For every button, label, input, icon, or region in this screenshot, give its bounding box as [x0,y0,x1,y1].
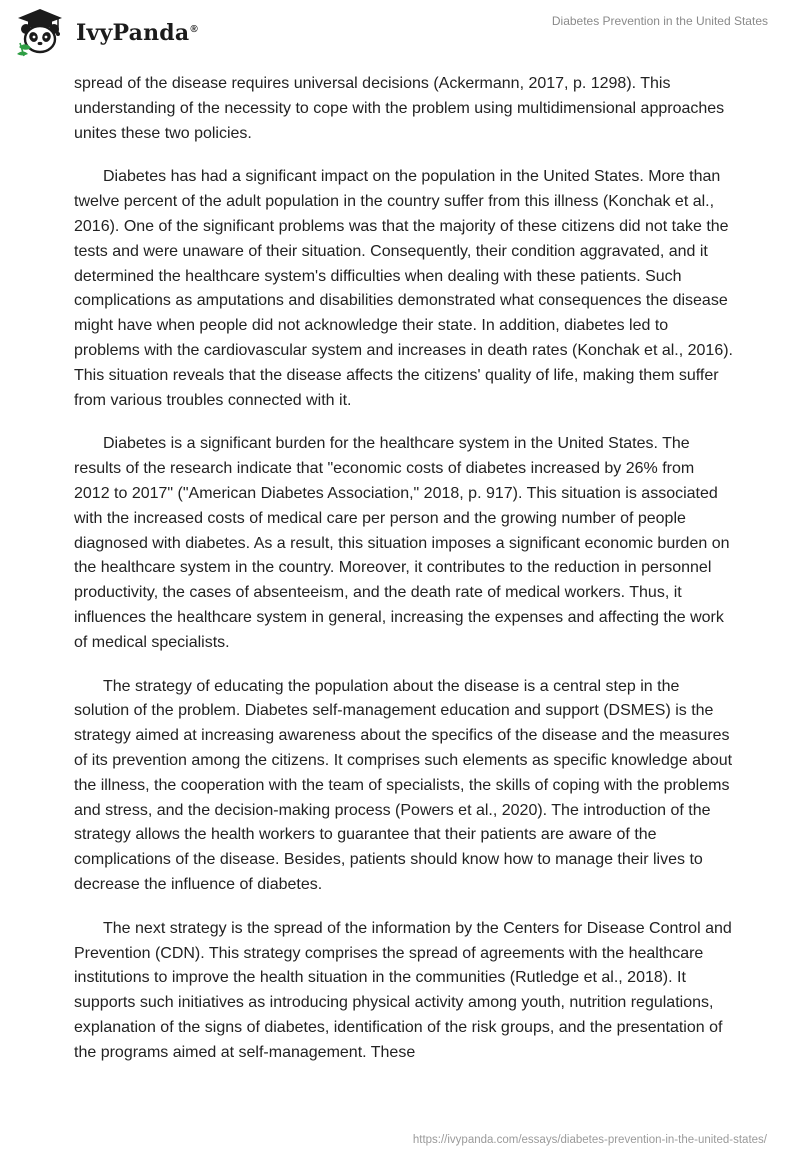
paragraph-5: The next strategy is the spread of the information by the Centers for Disease Control and Prevention (CDN). This strategy comprises the spread of agreements with the healthcare institutions to improve the health situation in the communities (Rutledge et al., 2018). It supports such initiatives as introducing physical activity among youth, nutrition regulations, explanation of the signs of diabetes, identification of the risk groups, and the presentation of the programs aimed at self-management. These [74,919,732,1061]
paragraph-3: Diabetes is a significant burden for the healthcare system in the United States. The results of the research indicate that "economic costs of diabetes increased by 26% from 2012 to 2017" ("American Diabetes Association," 2018, p. 917). This situation is associated with the increased costs of medical care per person and the growing number of people diagnosed with diabetes. As a result, this situation imposes a significant economic burden on the healthcare system in the country. Moreover, it contributes to the reduction in personnel productivity, the cases of absenteeism, and the death rate of medical workers. Thus, it influences the healthcare system in general, increasing the expenses and affecting the work of medical specialists. [74,435,730,651]
panda-graduate-icon [14,7,66,57]
paragraph-2: Diabetes has had a significant impact on the population in the United States. More than twelve percent of the adult population in the country suffer from this illness (Konchak et al., 2016). One of the significant problems was that the majority of these citizens did not take the tests and were unaware of their situation. Consequently, their condition aggravated, and it determined the healthcare system's difficulties when dealing with these patients. Such complications as amputations and disabilities demonstrated what consequences the disease might have when people did not acknowledge their state. In addition, diabetes led to problems with the cardiovascular system and increases in death rates (Konchak et al., 2016). This situation reveals that the disease affects the citizens' quality of life, making them suffer from various troubles connected with it. [74,168,733,409]
essay-body [74,72,734,1084]
document-title: Diabetes Prevention in the United States [551,14,768,28]
registered-mark: ® [190,23,198,35]
paragraph-4: The strategy of educating the population about the disease is a central step in the solution of the problem. Diabetes self-management education and support (DSMES) is the strategy aimed at increasing awareness about the specifics of the disease and the measures of its prevention among the citizens. It comprises such elements as specific knowledge about the illness, the cooperation with the team of specialists, the skills of coping with the problems and stress, and the decision-making process (Powers et al., 2020). The introduction of the strategy allows the health workers to guarantee that their patients are aware of the complications of the disease. Besides, patients should know how to manage their lives to decrease the influence of diabetes. [74,677,733,893]
brand-logo[interactable] [14,7,198,57]
source-url-link[interactable]: https://ivypanda.com/essays/diabetes-prevention-in-the-united-states/ [412,1134,767,1146]
paragraph-1: spread of the disease requires universal decisions (Ackermann, 2017, p. 1298). This understanding of the necessity to cope with the problem using multidimensional approaches unites these two policies. [74,75,725,142]
page-header [0,0,800,60]
brand-name: IvyPanda® [76,20,198,46]
